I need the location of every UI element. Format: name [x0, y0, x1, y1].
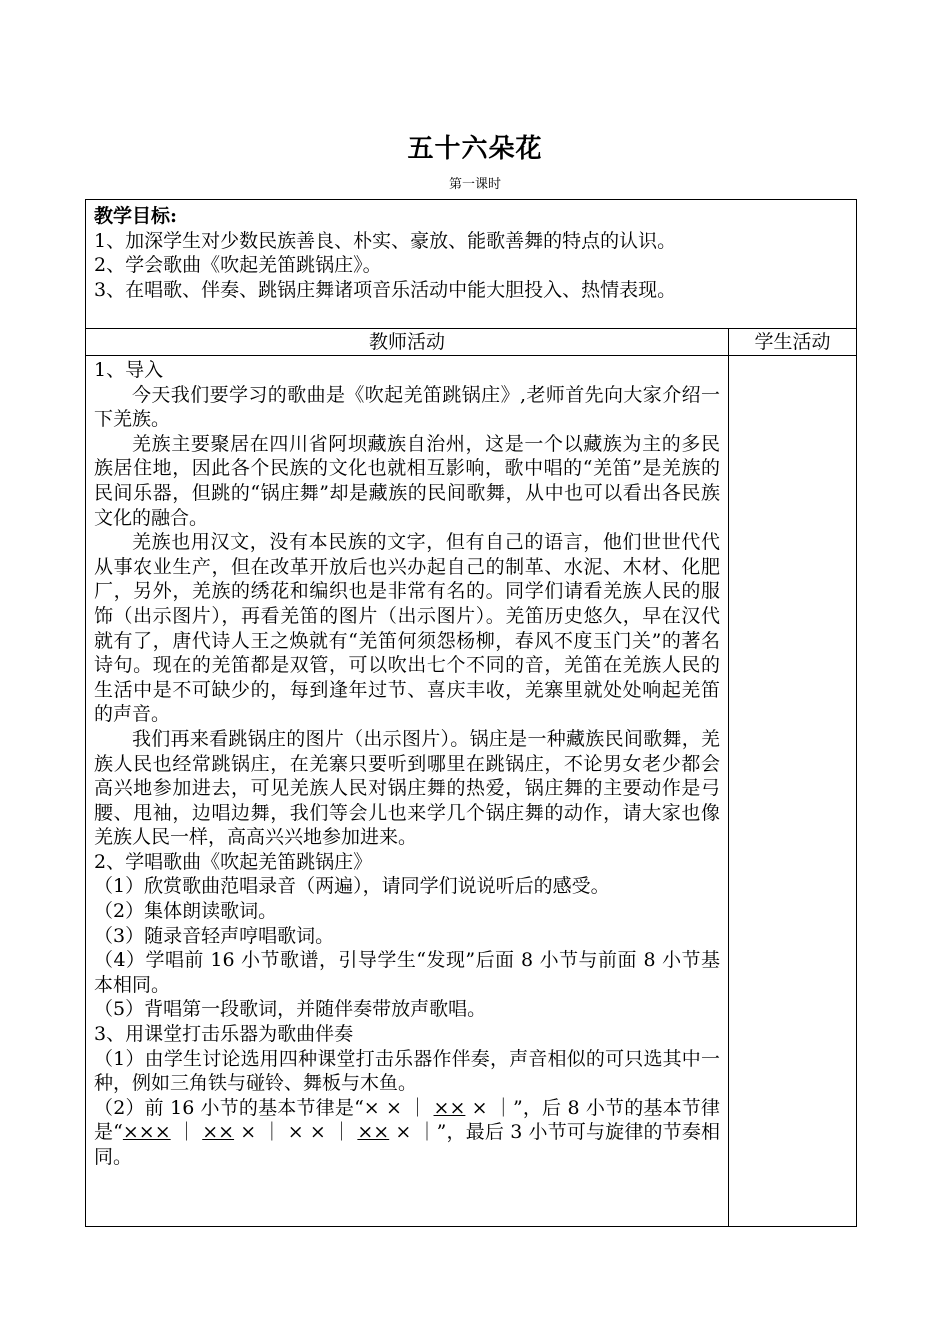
goal-item: 2、学会歌曲《吹起羌笛跳锅庄》。	[94, 254, 382, 277]
list-item: （1）由学生讨论选用四种课堂打击乐器作伴奏，声音相似的可只选其中一种，例如三角铁与碰铃、舞板与木鱼。	[94, 1047, 720, 1095]
student-activity-cell	[729, 356, 857, 1227]
content-row	[86, 356, 857, 1227]
section-title: 2、学唱歌曲《吹起羌笛跳锅庄》	[94, 850, 373, 873]
list-item: （2）集体朗读歌词。	[94, 900, 278, 923]
list-item: （1）欣赏歌曲范唱录音（两遍），请同学们说说听后的感受。	[94, 875, 610, 898]
paragraph: 羌族也用汉文，没有本民族的文字，但有自己的语言，他们世世代代从事农业生产，但在改革开放后也兴办起自己的制革、水泥、木材、化肥厂，另外，羌族的绣花和编织也是非常有名的。同学们请看羌族人民的服饰（出示图片），再看羌笛的图片（出示图片）。羌笛历史悠久，早在汉代就有了，唐代诗人王之焕就有“羌笛何须怨杨柳，春风不度玉门关”的著名诗句。现在的羌笛都是双管，可以吹出七个不同的音，羌笛在羌族人民的生活中是不可缺少的，每到逢年过节、喜庆丰收，羌寨里就处处响起羌笛的声音。	[94, 531, 720, 726]
section-title: 1、导入	[94, 359, 164, 381]
teacher-activity-header: 教师活动	[86, 329, 729, 356]
goal-item: 3、在唱歌、伴奏、跳锅庄舞诸项音乐活动中能大胆投入、热情表现。	[94, 278, 677, 301]
goals-label: 教学目标:	[94, 205, 178, 227]
paragraph: 今天我们要学习的歌曲是《吹起羌笛跳锅庄》,老师首先向大家介绍一下羌族。	[94, 383, 720, 431]
rhythm-text: ｜	[170, 1121, 203, 1144]
paragraph: 羌族主要聚居在四川省阿坝藏族自治州，这是一个以藏族为主的多民族居住地，因此各个民族的文化也就相互影响，歌中唱的“羌笛”是羌族的民间乐器，但跳的“锅庄舞”却是藏族的民间歌舞，从中也可以看出各民族文化的融合。	[94, 432, 720, 529]
teacher-activity-cell	[86, 356, 729, 1227]
rhythm-beat-group: ×××	[122, 1121, 171, 1144]
goals-row	[86, 200, 857, 329]
rhythm-beat-group: ××	[202, 1121, 235, 1144]
document-title: 五十六朵花	[407, 134, 543, 164]
rhythm-beat-group: ××	[433, 1096, 466, 1119]
student-activity-header: 学生活动	[729, 329, 857, 356]
rhythm-text: （2）前 16 小节的基本节律是“× × ｜	[94, 1096, 434, 1119]
goal-item: 1、加深学生对少数民族善良、朴实、豪放、能歌善舞的特点的认识。	[94, 229, 677, 252]
paragraph: 我们再来看跳锅庄的图片（出示图片）。锅庄是一种藏族民间歌舞，羌族人民也经常跳锅庄，在羌寨只要听到哪里在跳锅庄，不论男女老少都会高兴地参加进去，可见羌族人民对锅庄舞的热爱，锅庄舞的主要动作是弓腰、甩袖，边唱边舞，我们等会儿也来学几个锅庄舞的动作，请大家也像羌族人民一样，高高兴兴地参加进来。	[94, 727, 720, 849]
list-item: （3）随录音轻声哼唱歌词。	[94, 924, 335, 947]
header-row	[86, 329, 857, 356]
section-title: 3、用课堂打击乐器为歌曲伴奏	[94, 1023, 354, 1046]
lesson-plan-table	[85, 199, 857, 1227]
list-item: （5）背唱第一段歌词，并随伴奏带放声歌唱。	[94, 998, 487, 1021]
rhythm-list-item	[94, 1096, 720, 1170]
rhythm-text: × ｜”，最后 3 小节可与旋律的节奏相同。	[94, 1121, 720, 1168]
list-item: （4）学唱前 16 小节歌谱，引导学生“发现”后面 8 小节与前面 8 小节基本相同。	[94, 949, 720, 996]
goals-cell	[86, 200, 857, 329]
lesson-subtitle: 第一课时	[448, 177, 501, 192]
rhythm-text: × ｜ × × ｜	[234, 1121, 358, 1144]
rhythm-text: × ｜”，后 8 小节的基本节律是“	[94, 1096, 720, 1144]
rhythm-beat-group: ××	[357, 1121, 390, 1144]
